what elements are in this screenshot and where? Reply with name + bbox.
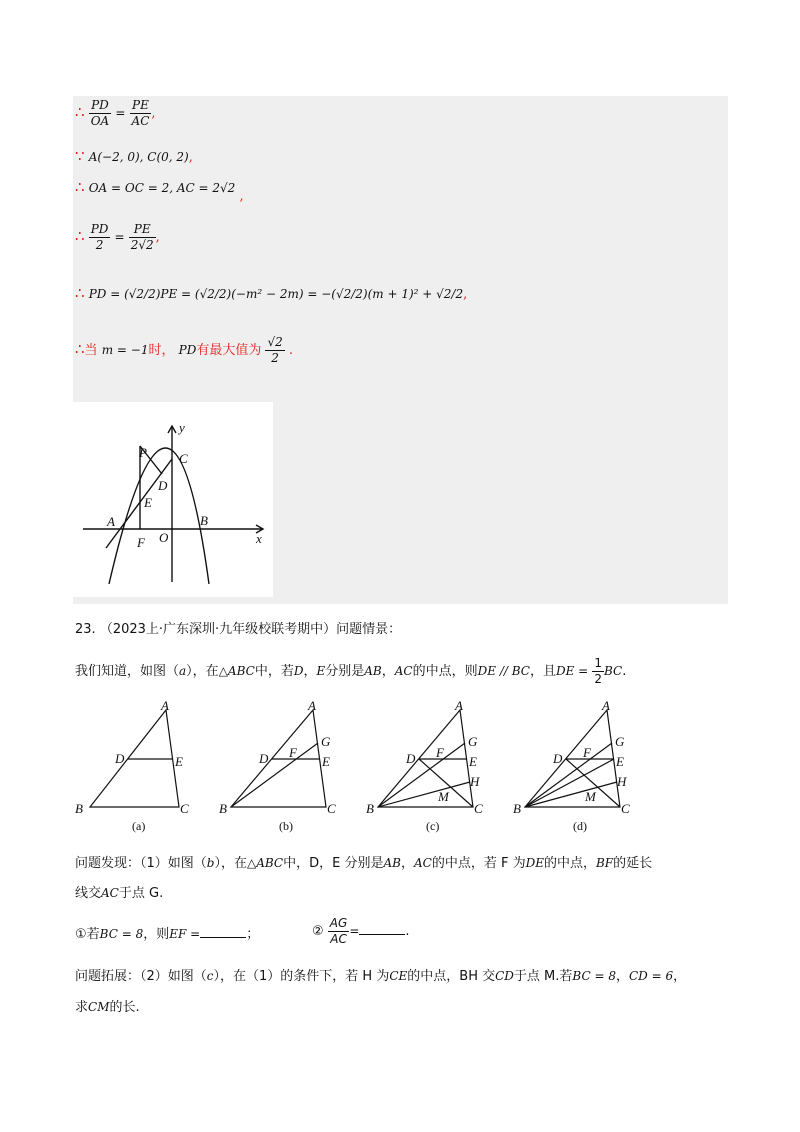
- svg-text:G: G: [615, 734, 625, 749]
- fraction-pe-ac: $\frac{PE}{AC}$: [131, 98, 150, 128]
- question-number: 23.: [75, 622, 96, 637]
- svg-text:F: F: [583, 745, 591, 760]
- svg-text:E: E: [175, 754, 183, 769]
- fraction-pd-oa: $\frac{PD}{OA}$: [90, 98, 110, 128]
- segment-bh: [525, 782, 617, 807]
- solution-line-1: ∴ $\frac{PD}{OA}$ = $\frac{PE}{AC}$ ,: [75, 98, 156, 128]
- figure-c: [364, 700, 494, 839]
- caption-b: (b): [279, 819, 293, 833]
- svg-text:D: D: [406, 751, 416, 766]
- solution-line-5: ∴ PD = (√2/2)PE = (√2/2)(−m² − 2m) = −(√2/2)(m + 1)² + √2/2,: [75, 284, 468, 302]
- svg-text:B: B: [366, 801, 374, 816]
- svg-text:A: A: [161, 700, 169, 713]
- svg-text:F: F: [436, 745, 444, 760]
- fraction-pe-2root2: $\frac{PE}{2√2}$: [130, 222, 154, 252]
- svg-text:H: H: [470, 774, 480, 789]
- svg-text:A: A: [602, 700, 610, 713]
- question-intro: 我们知道，如图（a），在△ABC中，若D，E分别是AB，AC的中点，则DE // BC，且DE = $\frac{1}{2}$ BC.: [75, 656, 627, 686]
- therefore-symbol: ∴: [75, 178, 85, 196]
- svg-text:G: G: [321, 734, 331, 749]
- segment-be: [525, 759, 614, 807]
- sub-question-2: ② $\frac{AG}{AC}$ = .: [312, 916, 410, 946]
- solution-line-2: ∵ A(−2, 0), C(0, 2),: [75, 147, 193, 165]
- max-value-fraction: $\frac{√2}{2}$: [267, 335, 283, 365]
- svg-text:G: G: [468, 734, 478, 749]
- discovery-line-2: 线交AC于点 G.: [75, 886, 164, 901]
- pd-expression: PD = (√2/2)PE = (√2/2)(−m² − 2m) = −(√2/2)(m + 1)² + √2/2: [88, 287, 464, 301]
- svg-text:D: D: [259, 751, 269, 766]
- label-f: F: [137, 535, 145, 550]
- extension-line-2: 求CM的长.: [75, 1000, 140, 1015]
- svg-text:E: E: [322, 754, 330, 769]
- figure-a: [70, 700, 200, 839]
- svg-text:A: A: [308, 700, 316, 713]
- parabola-graph-svg: [73, 402, 273, 597]
- figure-c-svg: [364, 700, 494, 835]
- svg-text:C: C: [621, 801, 630, 816]
- fraction-ag-ac: $\frac{AG}{AC}$: [329, 916, 348, 946]
- segment-bg: [378, 743, 465, 807]
- fraction-one-half: $\frac{1}{2}$: [594, 656, 602, 686]
- label-c: C: [179, 451, 188, 466]
- svg-text:E: E: [616, 754, 624, 769]
- figure-b: [217, 700, 347, 839]
- label-p: P: [139, 445, 147, 460]
- figure-a-svg: [70, 700, 200, 835]
- therefore-symbol: ∴: [75, 284, 85, 302]
- figure-d-svg: [511, 700, 641, 835]
- answer-blank-ef[interactable]: [200, 927, 246, 938]
- segment-bg: [525, 743, 612, 807]
- svg-text:C: C: [327, 801, 336, 816]
- figure-b-svg: [217, 700, 347, 835]
- svg-text:C: C: [180, 801, 189, 816]
- svg-text:C: C: [474, 801, 483, 816]
- extension-line-1: 问题拓展：（2）如图（c），在（1）的条件下，若 H 为CE的中点，BH 交CD于点 M.若BC = 8，CD = 6，: [75, 969, 687, 984]
- label-o: O: [159, 530, 169, 545]
- svg-text:F: F: [289, 745, 297, 760]
- caption-a: (a): [132, 819, 146, 833]
- svg-text:D: D: [115, 751, 125, 766]
- question-source: （2023上·广东深圳·九年级校联考期中）问题情景：: [99, 622, 402, 637]
- coordinates-expr: A(−2, 0), C(0, 2): [88, 150, 189, 164]
- svg-text:H: H: [617, 774, 627, 789]
- question-header: [75, 618, 401, 637]
- svg-text:A: A: [455, 700, 463, 713]
- label-y: y: [179, 420, 185, 435]
- sub-question-1: ①若BC = 8，则EF = ；: [75, 927, 260, 942]
- therefore-symbol: ∴: [75, 340, 85, 358]
- caption-c: (c): [426, 819, 440, 833]
- svg-text:B: B: [219, 801, 227, 816]
- label-a: A: [107, 514, 115, 529]
- therefore-symbol: ∴: [75, 227, 85, 245]
- svg-text:E: E: [469, 754, 477, 769]
- parabola-curve: [109, 448, 209, 584]
- svg-text:D: D: [553, 751, 563, 766]
- solution-line-4: ∴ $\frac{PD}{2}$ = $\frac{PE}{2√2}$ ,: [75, 222, 160, 252]
- figure-d: [511, 700, 641, 839]
- label-e: E: [144, 495, 152, 510]
- svg-text:M: M: [438, 789, 449, 804]
- caption-d: (d): [573, 819, 587, 833]
- lengths-expr: OA = OC = 2, AC = 2√2: [88, 181, 236, 195]
- segment-bg: [231, 743, 318, 807]
- label-b: B: [200, 513, 208, 528]
- fraction-pd-2: $\frac{PD}{2}$: [90, 222, 109, 252]
- segment-bh: [378, 782, 470, 807]
- svg-text:M: M: [585, 789, 596, 804]
- solution-line-6: ∴当 m = −1时， PD有最大值为 $\frac{√2}{2}$ .: [75, 335, 294, 365]
- label-d: D: [158, 478, 168, 493]
- therefore-symbol: ∴: [75, 103, 85, 121]
- label-x: x: [256, 531, 262, 546]
- because-symbol: ∵: [75, 147, 85, 165]
- discovery-line-1: 问题发现：（1）如图（b），在△ABC中，D，E 分别是AB，AC的中点，若 F 为DE的中点，BF的延长: [75, 856, 653, 871]
- answer-blank-ag-ac[interactable]: [359, 924, 405, 935]
- svg-text:B: B: [513, 801, 521, 816]
- parabola-graph: [73, 402, 273, 597]
- svg-text:B: B: [75, 801, 83, 816]
- solution-line-3: ∴ OA = OC = 2, AC = 2√2 ,: [75, 178, 244, 204]
